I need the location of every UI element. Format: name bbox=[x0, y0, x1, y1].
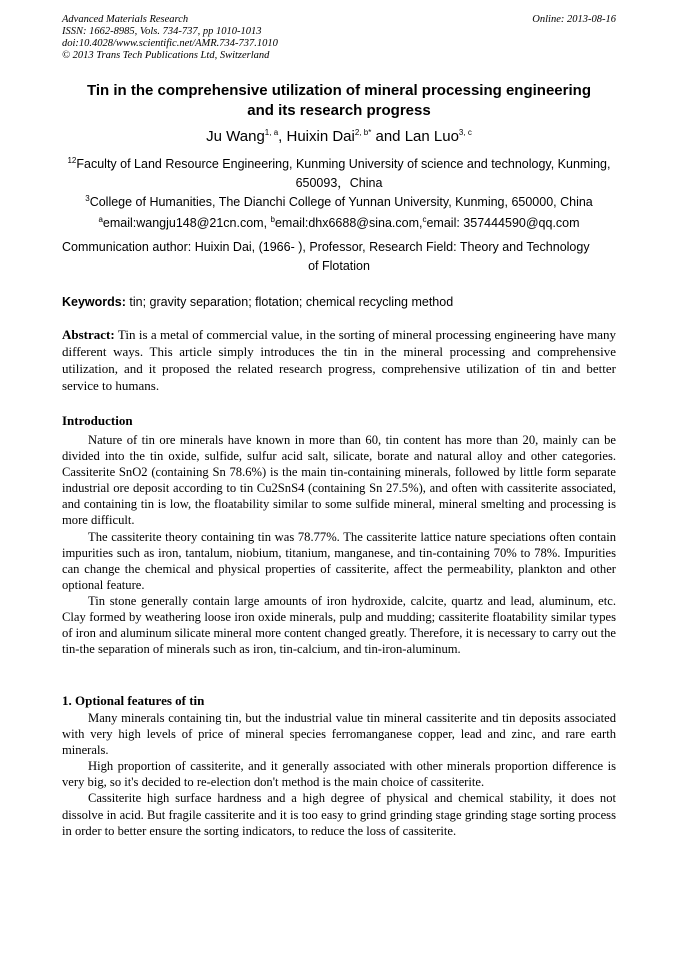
keywords-label: Keywords: bbox=[62, 295, 126, 309]
section-heading: Introduction bbox=[62, 413, 133, 428]
email-mark: b bbox=[270, 214, 275, 224]
doi-line: doi:10.4028/www.scientific.net/AMR.734-737.1010 bbox=[62, 38, 278, 49]
comm-line-1: Communication author: Huixin Dai, (1966- ), Professor, Research Field: Theory and Technology bbox=[62, 240, 590, 254]
email-a: email:wangju148@21cn.com, bbox=[102, 216, 271, 230]
keywords bbox=[62, 294, 453, 310]
paragraph: The cassiterite theory containing tin was 78.77%. The cassiterite lattice nature speciations often contain impurities such as iron, tantalum, niobium, titanium, manganese, and tin-containing 70% to 78%. Impurities can change the chemical and physical properties of cassiterite, affect the permeability, plankton and other optional feature. bbox=[62, 529, 616, 592]
paragraph: Many minerals containing tin, but the industrial value tin mineral cassiterite and tin deposits associated with very high levels of price of mineral species ferromanganese copper, lead and zinc, and rare earth minerals. bbox=[62, 711, 616, 758]
affiliation-mark: 12 bbox=[67, 155, 77, 165]
paragraph: High proportion of cassiterite, and it generally associated with other minerals proportion difference is very big, so it's decided to re-election don't method is the main choice of cassiterite. bbox=[62, 759, 616, 790]
email-mark: c bbox=[422, 214, 427, 224]
author-affiliation-mark: 3, c bbox=[458, 128, 472, 137]
introduction-section bbox=[62, 412, 616, 657]
email-line bbox=[62, 214, 616, 233]
author-affiliation-mark: 1, a bbox=[264, 128, 279, 137]
paper-title bbox=[62, 81, 616, 121]
author-name: Ju Wang bbox=[206, 128, 265, 145]
email-mark: a bbox=[98, 214, 103, 224]
affiliation-mark: 3 bbox=[85, 193, 90, 203]
online-date: Online: 2013-08-16 bbox=[532, 14, 616, 25]
author-affiliation-mark: 2, b* bbox=[354, 128, 372, 137]
communication-author bbox=[62, 238, 616, 276]
issn-line: ISSN: 1662-8985, Vols. 734-737, pp 1010-1013 bbox=[62, 26, 262, 37]
journal-header bbox=[62, 14, 278, 62]
affiliation-3 bbox=[62, 193, 616, 212]
keywords-text: tin; gravity separation; flotation; chemical recycling method bbox=[125, 295, 454, 309]
author-separator: and bbox=[371, 128, 405, 145]
copyright-line: © 2013 Trans Tech Publications Ltd, Switzerland bbox=[62, 50, 270, 61]
author-list bbox=[62, 128, 616, 146]
email-c: email: 357444590@qq.com bbox=[426, 216, 580, 230]
section-heading: 1. Optional features of tin bbox=[62, 693, 205, 708]
affiliation-text: Faculty of Land Resource Engineering, Kunming University of science and technology, Kunming, 650093，China bbox=[76, 157, 611, 190]
abstract bbox=[62, 326, 616, 394]
section-1 bbox=[62, 692, 616, 839]
author-name: Huixin Dai bbox=[286, 128, 355, 145]
affiliation-1 bbox=[62, 155, 616, 193]
paragraph: Tin stone generally contain large amounts of iron hydroxide, calcite, quartz and lead, aluminum, etc. Clay formed by weathering loose iron oxide minerals, pulp and mudding; cassiterite floatability similar types of iron and aluminum silicate mineral more content changed greatly. Therefore, it is necessary to carry out the tin-the separation of minerals such as iron, tin-calcium, and tin-iron-aluminum. bbox=[62, 593, 616, 657]
affiliation-text: College of Humanities, The Dianchi College of Yunnan University, Kunming, 650000, China bbox=[89, 195, 593, 209]
comm-line-2: of Flotation bbox=[308, 259, 370, 273]
author-separator: , bbox=[278, 128, 287, 145]
author-name: Lan Luo bbox=[404, 128, 459, 145]
title-line-2: and its research progress bbox=[247, 102, 431, 119]
paragraph: Cassiterite high surface hardness and a high degree of physical and chemical stability, it does not dissolve in acid. But fragile cassiterite and it is too easy to grind grinding stage grinding stage sorting process in order to better ensure the sorting indicators, to reduce the loss of cassiterite. bbox=[62, 791, 616, 838]
email-b: email:dhx6688@sina.com, bbox=[274, 216, 423, 230]
abstract-label: Abstract: bbox=[62, 327, 115, 342]
journal-name: Advanced Materials Research bbox=[62, 14, 189, 25]
title-line-1: Tin in the comprehensive utilization of mineral processing engineering bbox=[87, 82, 591, 99]
abstract-text: Tin is a metal of commercial value, in the sorting of mineral processing engineering have many different ways. This article simply introduces the tin in the mineral processing and comprehensive utilization, and it proposed the related research progress, comprehensive utilization of tin and better service to humans. bbox=[62, 327, 616, 393]
paragraph: Nature of tin ore minerals have known in more than 60, tin content has more than 20, mainly can be divided into the tin oxide, sulfide, sulfur acid salt, silicate, borate and natural alloy and other categories. Cassiterite SnO2 (containing Sn 78.6%) is the main tin-containing minerals, followed by little form separate industrial ore deposit according to tin Cu2SnS4 (containing Sn 27.5%), and often with cassiterite associated, and containing tin is low, the floatability similar to some sulfide mineral, mineral smelting and processing is more difficult. bbox=[62, 433, 616, 528]
